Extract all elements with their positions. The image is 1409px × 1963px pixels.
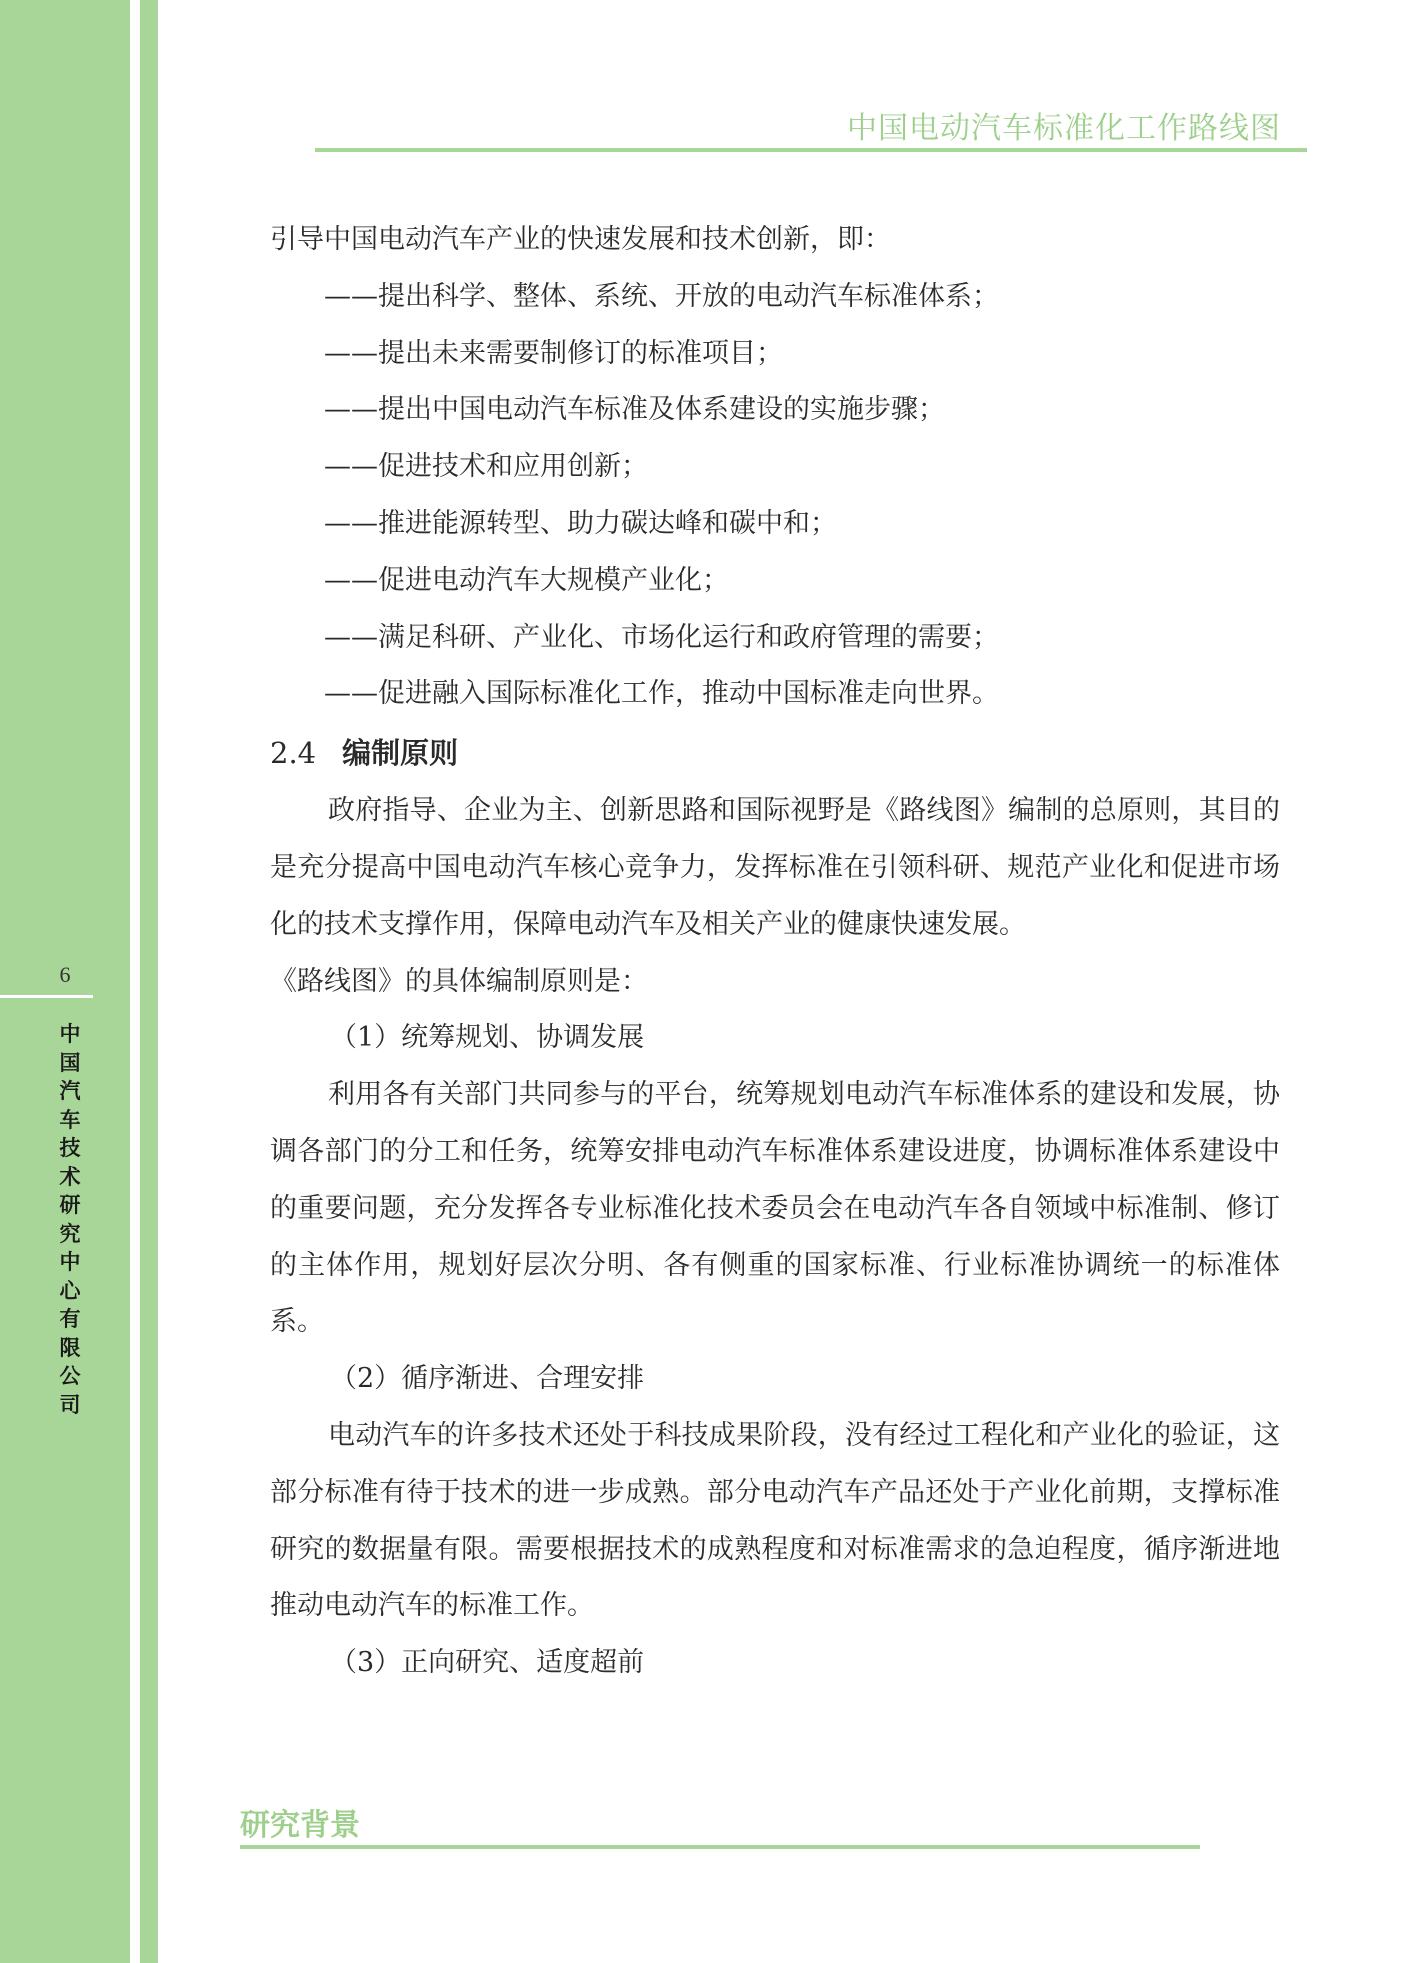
section-title: 编制原则 [342,736,459,771]
section-number: 2.4 [270,736,317,771]
bullet-item: ——提出未来需要制修订的标准项目； [324,337,783,369]
bullet-item: ——满足科研、产业化、市场化运行和政府管理的需要； [324,621,999,653]
principle-title: （2）循序渐进、合理安排 [330,1363,645,1395]
header-rule [315,148,1307,152]
section-heading [270,723,1280,783]
footer-rule [240,1845,1200,1849]
principle-body: 利用各有关部门共同参与的平台，统筹规划电动汽车标准体系的建设和发展，协调各部门的分工和任务，统筹安排电动汽车标准体系建设进度，协调标准体系建设中的重要问题，充分发挥各专业标准化技术委员会在电动汽车各自领域中标准制、修订的主体作用，规划好层次分明、各有侧重的国家标准、行业标准协调统一的标准体系。 [270,1079,1280,1338]
intro-line: 引导中国电动汽车产业的快速发展和技术创新，即： [270,224,891,255]
principle-title: （1）统筹规划、协调发展 [330,1022,645,1054]
bullet-item: ——促进电动汽车大规模产业化； [324,564,729,596]
page-number-rule [0,995,93,998]
bullet-item: ——提出科学、整体、系统、开放的电动汽车标准体系； [324,280,999,312]
section-intro: 政府指导、企业为主、创新思路和国际视野是《路线图》编制的总原则，其目的是充分提高中国电动汽车核心竞争力，发挥标准在引领科研、规范产业化和促进市场化的技术支撑作用，保障电动汽车及相关产业的健康快速发展。 [270,795,1280,940]
bullet-item: ——促进融入国际标准化工作，推动中国标准走向世界。 [324,678,999,710]
bullet-item: ——推进能源转型、助力碳达峰和碳中和； [324,507,837,539]
side-stripe [140,0,158,1963]
main-content [270,212,1280,1692]
footer-section-label: 研究背景 [240,1808,360,1843]
page-number: 6 [59,962,71,987]
organization-name: 中国汽车技术研究中心有限公司 [59,1022,81,1417]
principle-body: 电动汽车的许多技术还处于科技成果阶段，没有经过工程化和产业化的验证，这部分标准有待于技术的进一步成熟。部分电动汽车产品还处于产业化前期，支撑标准研究的数据量有限。需要根据技术的成熟程度和对标准需求的急迫程度，循序渐进地推动电动汽车的标准工作。 [270,1419,1280,1622]
bullet-item: ——促进技术和应用创新； [324,451,648,483]
principle-title: （3）正向研究、适度超前 [330,1647,645,1679]
section-intro-2: 《路线图》的具体编制原则是： [270,965,648,997]
bullet-item: ——提出中国电动汽车标准及体系建设的实施步骤； [324,394,945,426]
header-title: 中国电动汽车标准化工作路线图 [847,111,1281,146]
